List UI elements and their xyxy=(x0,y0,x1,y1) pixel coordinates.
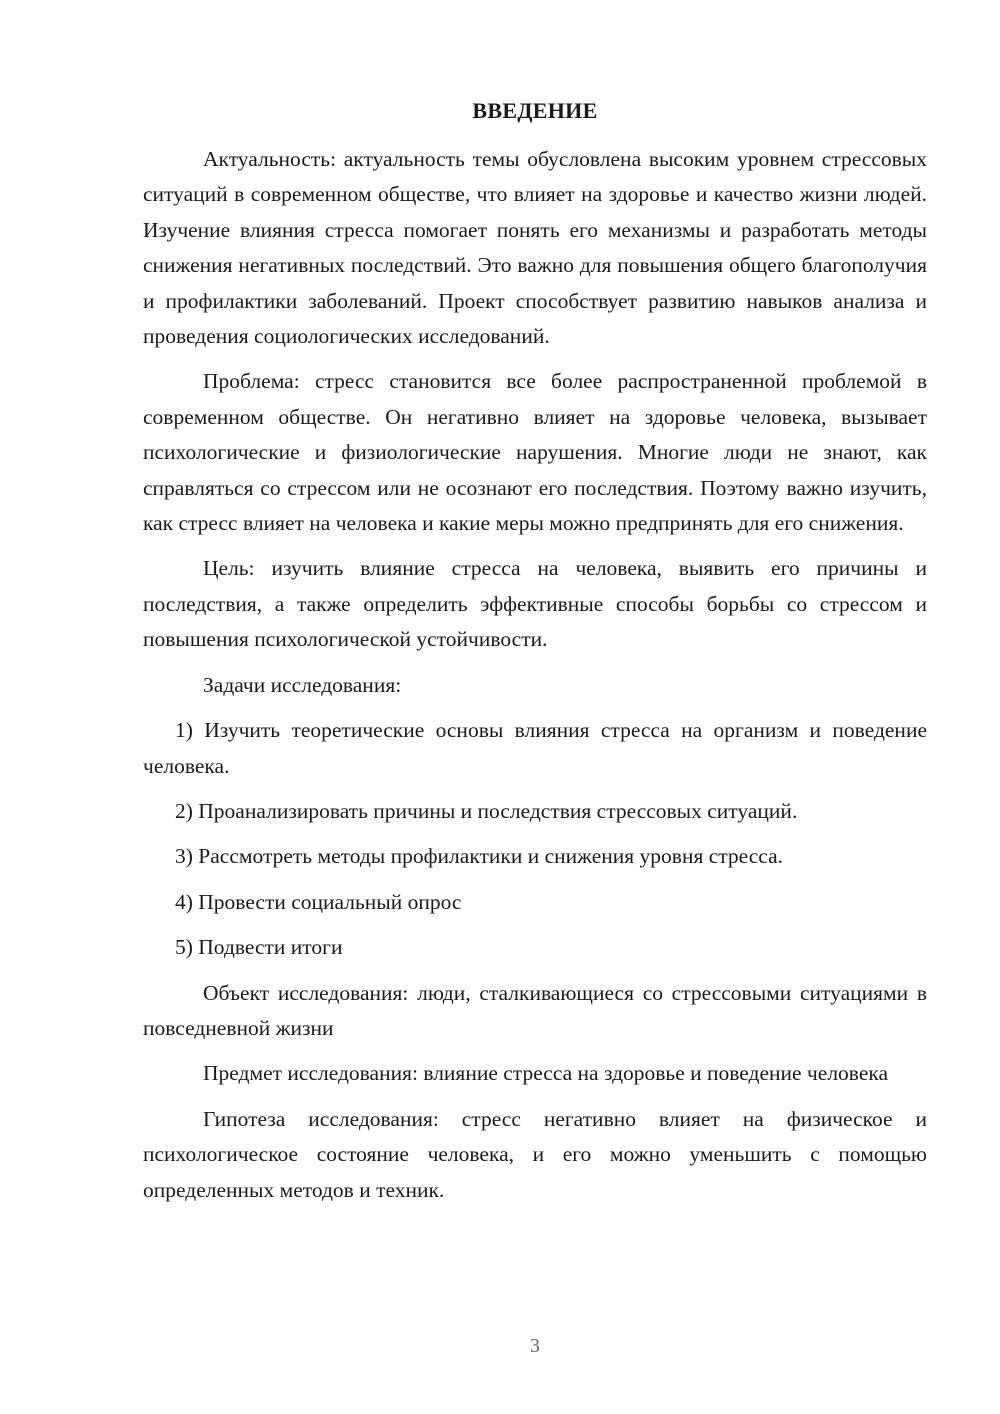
task-item-1: 1) Изучить теоретические основы влияния стресса на организм и поведение человека. xyxy=(143,718,927,778)
task-item-2: 2) Проанализировать причины и последствия стрессовых ситуаций. xyxy=(175,798,798,823)
tasks-heading: Задачи исследования: xyxy=(203,672,402,697)
document-body xyxy=(143,142,927,1218)
object-paragraph: Объект исследования: люди, сталкивающиеся со стрессовыми ситуациями в повседневной жизни xyxy=(143,980,927,1040)
task-item-5: 5) Подвести итоги xyxy=(175,935,343,960)
page-title: ВВЕДЕНИЕ xyxy=(472,98,598,123)
task-item-3: 3) Рассмотреть методы профилактики и снижения уровня стресса. xyxy=(175,844,784,869)
subject-paragraph: Предмет исследования: влияние стресса на здоровье и поведение человека xyxy=(203,1061,889,1086)
goal-paragraph: Цель: изучить влияние стресса на человека, выявить его причины и последствия, а также определить эффективные способы борьбы со стрессом и повышения психологической устойчивости. xyxy=(143,556,927,652)
problem-paragraph: Проблема: стресс становится все более распространенной проблемой в современном обществе. Он негативно влияет на здоровье человека, вызывает психологические и физиологические нарушения. Многие люди не знают, как справляться со стрессом или не осознают его последствия. Поэтому важно изучить, как стресс влияет на человека и какие меры можно предпринять для его снижения. xyxy=(143,369,927,536)
relevance-paragraph: Актуальность: актуальность темы обусловлена высоким уровнем стрессовых ситуаций в современном обществе, что влияет на здоровье и качество жизни людей. Изучение влияния стресса помогает понять его механизмы и разработать методы снижения негативных последствий. Это важно для повышения общего благополучия и профилактики заболеваний. Проект способствует развитию навыков анализа и проведения социологических исследований. xyxy=(143,147,927,349)
page-number: 3 xyxy=(530,1335,540,1357)
task-item-4: 4) Провести социальный опрос xyxy=(175,889,462,914)
hypothesis-paragraph: Гипотеза исследования: стресс негативно влияет на физическое и психологическое состояние человека, и его можно уменьшить с помощью определенных методов и техник. xyxy=(143,1106,927,1202)
